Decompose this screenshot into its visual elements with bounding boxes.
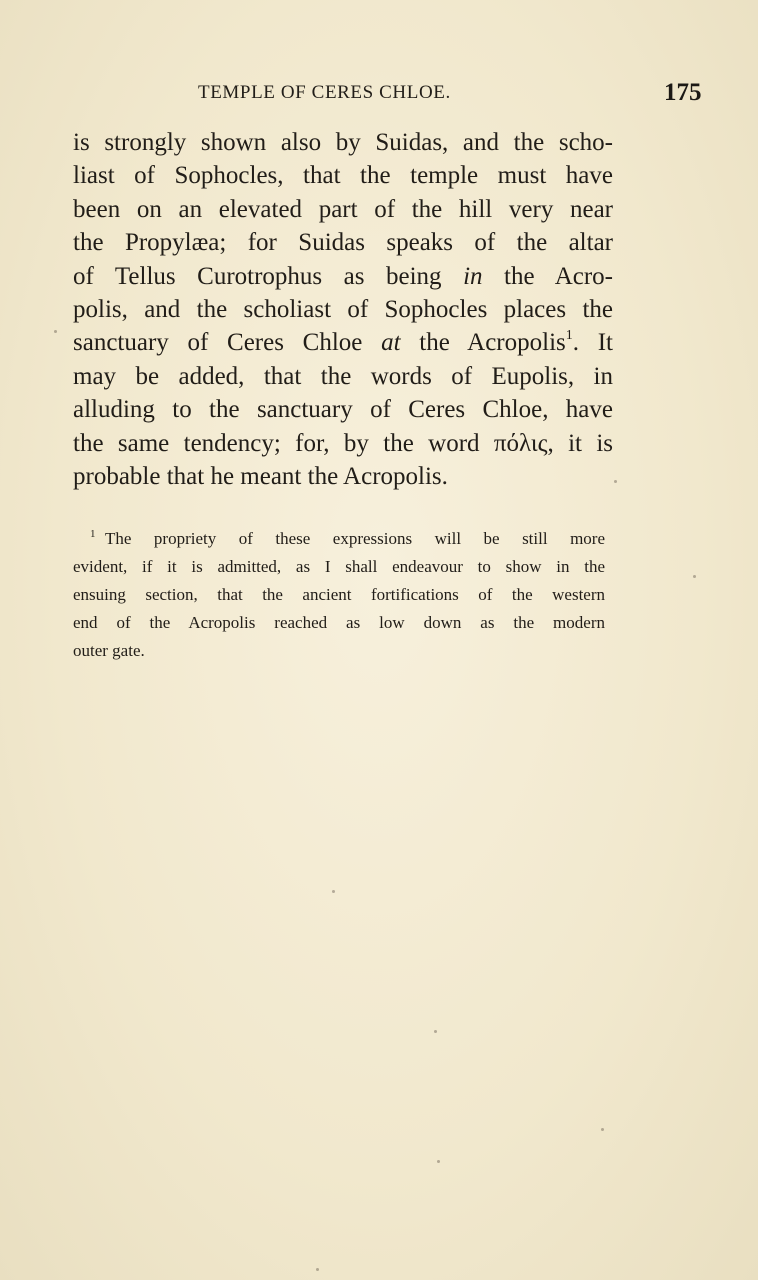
show-through-texture	[70, 640, 650, 1180]
footnote-line: outer gate.	[73, 641, 145, 660]
text-line	[73, 326, 613, 359]
text-line: the same tendency; for, by the word πόλις, it is	[73, 429, 613, 457]
footnote-marker: 1	[90, 528, 96, 540]
text-line: liast of Sophocles, that the temple must have	[73, 162, 613, 190]
text-line	[73, 260, 613, 293]
text-run: . It	[572, 329, 613, 357]
text-line: is strongly shown also by Suidas, and the scho-	[73, 129, 613, 156]
footnote-line: The propriety of these expressions will be still more	[105, 529, 605, 548]
paper-speck	[434, 1030, 437, 1033]
text-line: may be added, that the words of Eupolis, in	[73, 362, 613, 390]
main-paragraph	[73, 126, 613, 493]
text-run: sanctuary of Ceres Chloe	[73, 329, 382, 357]
footnote	[73, 525, 605, 665]
text-run: the Acropolis	[400, 329, 566, 357]
text-run: the Acro-	[482, 262, 614, 290]
running-head	[0, 79, 758, 112]
page-number: 175	[664, 79, 702, 106]
text-run: of Tellus Curotrophus as being	[73, 262, 464, 290]
italic-word: at	[381, 329, 401, 357]
paper-speck	[316, 1268, 319, 1271]
paper-speck	[601, 1128, 604, 1131]
footnote-reference: 1	[565, 328, 573, 344]
paper-speck	[437, 1160, 440, 1163]
footnote-line: evident, if it is admitted, as I shall endeavour to show in the	[73, 557, 605, 576]
paper-speck	[54, 330, 57, 333]
text-line: been on an elevated part of the hill very near	[73, 195, 613, 223]
paper-speck	[693, 575, 696, 578]
text-line: alluding to the sanctuary of Ceres Chloe, have	[73, 396, 613, 424]
text-line: probable that he meant the Acropolis.	[73, 462, 448, 490]
italic-word: in	[463, 262, 483, 290]
paper-speck	[332, 890, 335, 893]
footnote-line: ensuing section, that the ancient fortifications of the western	[73, 585, 605, 604]
footnote-line: end of the Acropolis reached as low down as the modern	[73, 613, 605, 632]
running-title: TEMPLE OF CERES CHLOE.	[198, 82, 451, 103]
paper-speck	[614, 480, 617, 483]
text-line: the Propylæa; for Suidas speaks of the altar	[73, 229, 613, 257]
text-line: polis, and the scholiast of Sophocles places the	[73, 295, 613, 323]
